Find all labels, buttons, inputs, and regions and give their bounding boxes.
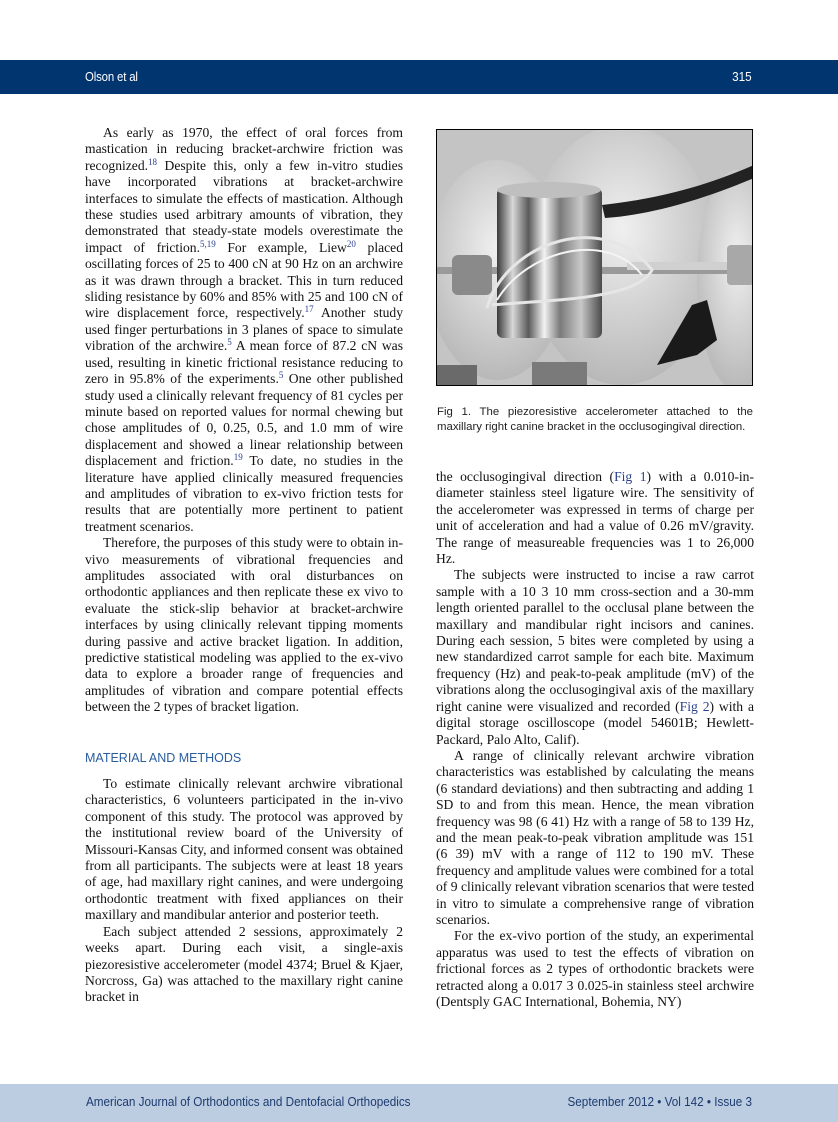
right-column: [436, 469, 754, 1010]
methods-paragraph-3: the occlusogingival direction (Fig 1) with a 0.010-in-diameter stainless steel ligature wire. The sensitivity of the accelerometer was expressed in terms of charge per unit of acceleration and had a value of 0.26 mV/gravity. The range of measureable frequencies was 1 to 26,000 Hz.: [436, 469, 754, 567]
methods-paragraph-1: To estimate clinically relevant archwire vibrational characteristics, 6 volunteers participated in the in-vivo component of this study. The protocol was approved by the institutional review board of the University of Missouri-Kansas City, and informed consent was obtained from all participants. The subjects were at least 18 years of age, had maxillary right canines, and were undergoing orthodontic treatment with fixed appliances on their maxillary and mandibular anterior and posterior teeth.: [85, 776, 403, 923]
citation-link[interactable]: 19: [233, 452, 243, 463]
methods-paragraph-6: For the ex-vivo portion of the study, an experimental apparatus was used to test the effects of vibration on frictional forces as 2 types of orthodontic brackets were retracted along a 0.017 3 0.025-in stainless steel archwire (Dentsply GAC International, Bohemia, NY): [436, 928, 754, 1009]
journal-name: American Journal of Orthodontics and Dentofacial Orthopedics: [86, 1094, 411, 1109]
left-column: [85, 125, 403, 1006]
citation-link[interactable]: 17: [304, 304, 314, 315]
citation-link[interactable]: 5: [227, 337, 232, 348]
accelerometer-photo-icon: [437, 130, 753, 386]
methods-paragraph-4: The subjects were instructed to incise a raw carrot sample with a 10 3 10 mm cross-section and a 30-mm length oriented parallel to the occlusal plane between the maxillary and mandibular right incisors and canines. During each session, 5 bites were completed by using a new standardized carrot sample for each bite. Maximum frequency (Hz) and peak-to-peak amplitude (mV) of the vibrations along the occlusogingival axis of the maxillary right canine were visualized and recorded (Fig 2) with a digital storage oscilloscope (model 54601B; Hewlett-Packard, Palo Alto, Calif).: [436, 567, 754, 747]
running-header: [0, 60, 838, 94]
page-number: 315: [732, 69, 752, 84]
intro-paragraph-2: Therefore, the purposes of this study were to obtain in-vivo measurements of vibrational frequencies and amplitudes associated with oral disturbances on orthodontic appliances and then replicate these ex vivo to evaluate the stick-slip behavior at bracket-archwire interfaces by using clinically relevant tipping moments during passive and active bracket ligation. In addition, predictive statistical modeling was applied to the ex-vivo data to explore a broader range of frequencies and amplitudes of vibration and compare potential effects between the 2 types of bracket ligation.: [85, 535, 403, 715]
methods-paragraph-2: Each subject attended 2 sessions, approximately 2 weeks apart. During each visit, a single-axis piezoresistive accelerometer (model 4374; Bruel & Kjaer, Norcross, Ga) was attached to the maxillary right canine bracket in: [85, 923, 403, 1005]
citation-link[interactable]: 18: [148, 156, 158, 167]
citation-link[interactable]: 5,19: [199, 238, 216, 249]
intro-paragraph-1: As early as 1970, the effect of oral forces from mastication in reducing bracket-archwire friction was recognized.$^{18}$ Despite this, only a few in-vitro studies have incorporated vibrations at bracket-archwire interfaces to simulate the effects of mastication. Although these studies used arbitrary amounts of vibration, they demonstrated that steady-state models overestimate the impact of friction.$^{5,19}$ For example, Liew$^{20}$ placed oscillating forces of 25 to 400 cN at 90 Hz on an archwire as it was drawn through a bracket. This in turn reduced sliding resistance by 60% and 85% with 25 and 100 cN of wire displacement force, respectively.$^{17}$ Another study used finger perturbations in 3 planes of space to simulate vibration of the archwire.$^5$ A mean force of 87.2 cN was used, resulting in kinetic frictional resistance reducing to zero in 95.8% of the experiments.$^5$ One other published study used a clinically relevant frequency of 81 cycles per minute based on reported values for normal chewing but chose amplitudes of 0, 0.25, 0.5, and 1.0 mm of wire displacement and showed a linear relationship between displacement and friction.$^{19}$ To date, no studies in the literature have applied clinically measured frequencies and amplitudes of vibration to ex-vivo friction tests for results that are potentially more pertinent to patient treatment scenarios.: [85, 125, 404, 534]
citation-link[interactable]: 5: [278, 370, 284, 381]
section-heading-methods: MATERIAL AND METHODS: [85, 750, 242, 765]
issue-info: September 2012 • Vol 142 • Issue 3: [567, 1094, 752, 1109]
methods-paragraph-5: A range of clinically relevant archwire vibration characteristics was established by calculating the means (6 standard deviations) and then subtracting and adding 1 SD to and from this mean. Hence, the mean vibration frequency was 98 (6 41) Hz with a range of 58 to 139 Hz, and the mean peak-to-peak vibration amplitude was 151 (6 39) mV with a range of 112 to 190 mV. These frequency and amplitude values were combined for a total of 9 clinically relevant vibration scenarios that were tested in vitro to simulate a comprehensive range of vibration scenarios.: [436, 747, 754, 927]
running-footer: [0, 1084, 838, 1122]
figure-1-caption: Fig 1. The piezoresistive accelerometer attached to the maxillary right canine bracket in the occlusogingival direction.: [437, 406, 753, 433]
citation-link[interactable]: 20: [346, 238, 356, 249]
running-author: Olson et al: [85, 69, 138, 84]
figure-2-link[interactable]: Fig 2: [679, 698, 710, 714]
figure-1-link[interactable]: Fig 1: [614, 469, 647, 484]
figure-1-photo: [436, 129, 753, 386]
